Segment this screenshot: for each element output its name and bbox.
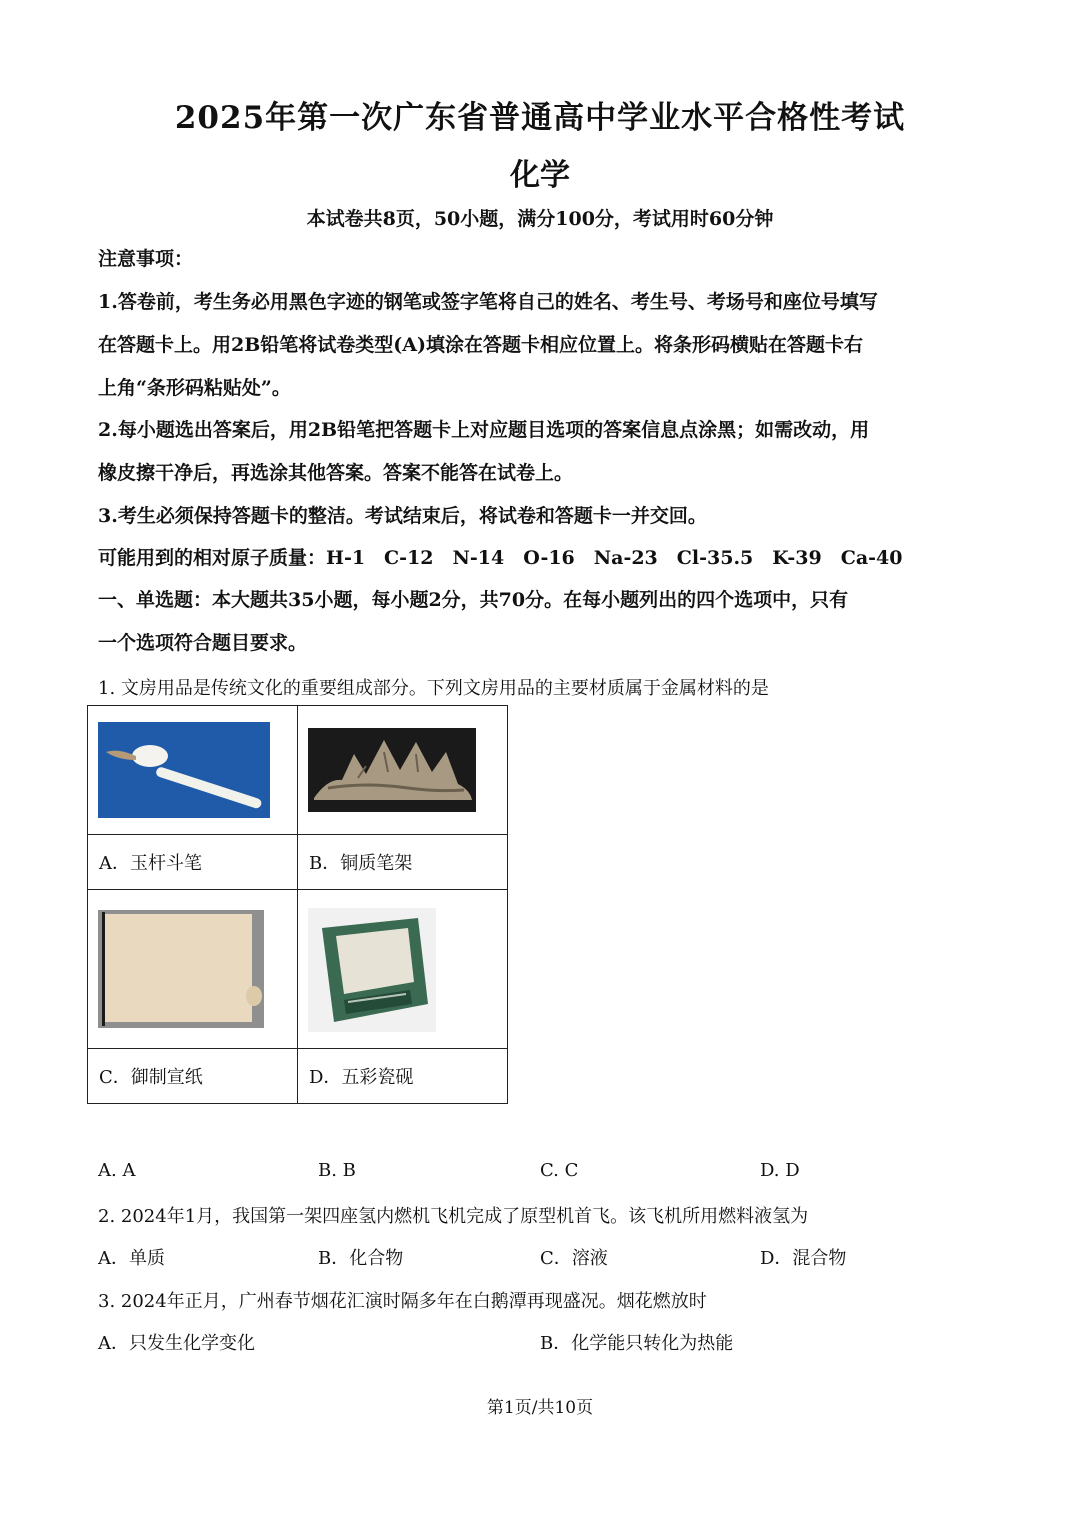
question-2-stem: 2. 2024年1月，我国第一架四座氢内燃机飞机完成了原型机首飞。该飞机所用燃料液氢为 xyxy=(98,1206,809,1227)
note-1-line-1: 1.答卷前，考生务必用黑色字迹的钢笔或签字笔将自己的姓名、考生号、考场号和座位号填写 xyxy=(98,291,878,313)
question-1-item-table xyxy=(87,705,508,1104)
q2-option-d[interactable]: D．混合物 xyxy=(760,1248,847,1269)
item-d-image-cell xyxy=(298,890,508,1049)
item-c-image-cell xyxy=(88,890,298,1049)
note-1-line-3: 上角“条形码粘贴处”。 xyxy=(98,377,291,399)
q3-option-a[interactable]: A．只发生化学变化 xyxy=(98,1333,255,1354)
q1-option-a[interactable]: A. A xyxy=(98,1160,136,1181)
item-a-image-cell xyxy=(88,706,298,835)
notes-heading: 注意事项： xyxy=(98,248,194,270)
subject-title: 化学 xyxy=(510,158,570,193)
section-line-1: 一、单选题：本大题共35小题，每小题2分，共70分。在每小题列出的四个选项中，只有 xyxy=(98,589,849,611)
note-2-line-1: 2.每小题选出答案后，用2B铅笔把答题卡上对应题目选项的答案信息点涂黑；如需改动，用 xyxy=(98,419,870,441)
exam-title: 2025年第一次广东省普通高中学业水平合格性考试 xyxy=(174,100,906,136)
q2-option-c[interactable]: C．溶液 xyxy=(540,1248,608,1269)
jade-brush-image xyxy=(98,722,270,818)
q2-option-a[interactable]: A．单质 xyxy=(98,1248,165,1269)
bronze-brush-rack-image xyxy=(308,728,476,812)
atomic-masses: 可能用到的相对原子质量：H-1 C-12 N-14 O-16 Na-23 Cl-35.5 K-39 Ca-40 xyxy=(98,547,903,569)
exam-info: 本试卷共8页，50小题，满分100分，考试用时60分钟 xyxy=(306,208,774,230)
note-2-line-2: 橡皮擦干净后，再选涂其他答案。答案不能答在试卷上。 xyxy=(98,462,574,484)
q2-option-b[interactable]: B．化合物 xyxy=(318,1248,404,1269)
item-c-label: C．御制宣纸 xyxy=(88,1049,298,1104)
q1-option-d[interactable]: D. D xyxy=(760,1160,800,1181)
note-3: 3.考生必须保持答题卡的整洁。考试结束后，将试卷和答题卡一并交回。 xyxy=(98,505,707,527)
section-line-2: 一个选项符合题目要求。 xyxy=(98,632,308,654)
q1-option-b[interactable]: B. B xyxy=(318,1160,356,1181)
item-b-label: B．铜质笔架 xyxy=(298,835,508,890)
porcelain-inkstone-image xyxy=(308,908,436,1032)
page-number: 第1页/共10页 xyxy=(486,1398,594,1418)
q3-option-b[interactable]: B．化学能只转化为热能 xyxy=(540,1333,734,1354)
xuan-paper-image xyxy=(98,910,264,1028)
item-a-label: A．玉杆斗笔 xyxy=(88,835,298,890)
question-1-stem: 1. 文房用品是传统文化的重要组成部分。下列文房用品的主要材质属于金属材料的是 xyxy=(98,678,769,699)
note-1-line-2: 在答题卡上。用2B铅笔将试卷类型(A)填涂在答题卡相应位置上。将条形码横贴在答题卡右 xyxy=(98,334,864,356)
q1-option-c[interactable]: C. C xyxy=(540,1160,579,1181)
item-d-label: D．五彩瓷砚 xyxy=(298,1049,508,1104)
item-b-image-cell xyxy=(298,706,508,835)
question-3-stem: 3. 2024年正月，广州春节烟花汇演时隔多年在白鹅潭再现盛况。烟花燃放时 xyxy=(98,1291,707,1312)
